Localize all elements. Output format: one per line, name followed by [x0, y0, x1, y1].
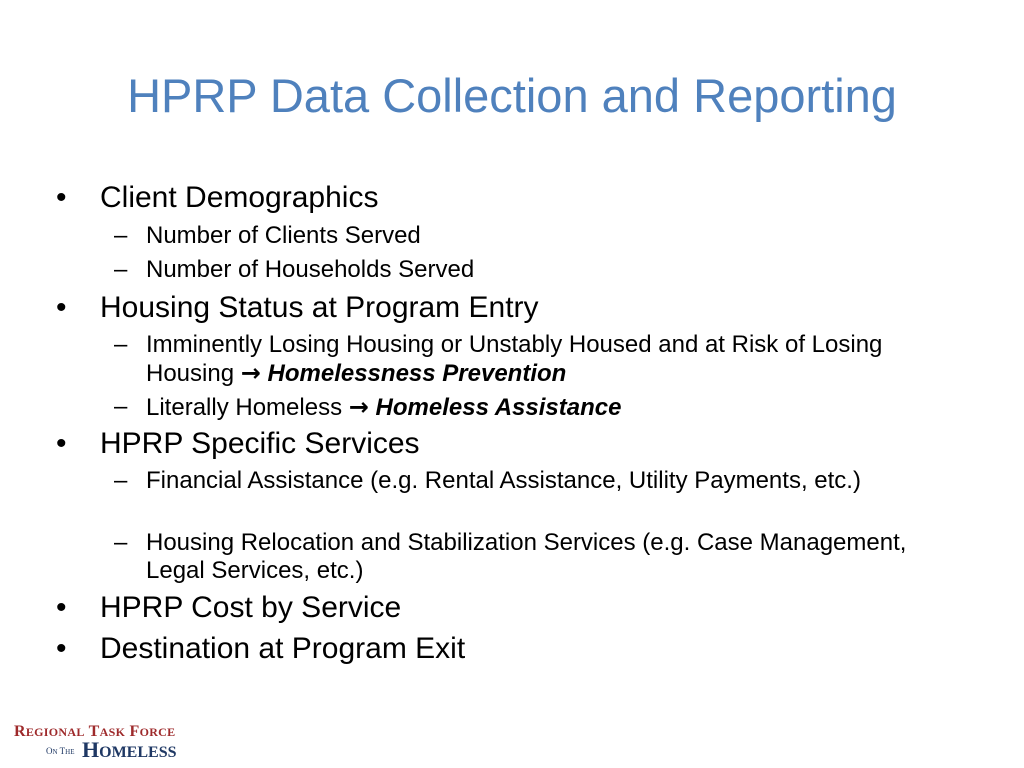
sub-bullet-emphasis: Homelessness Prevention — [267, 360, 567, 387]
sub-bullet-emphasis: Homeless Assistance — [375, 394, 622, 421]
sub-bullet-dash: – — [114, 256, 128, 283]
sub-bullet-item — [114, 393, 946, 422]
slide-title: HPRP Data Collection and Reporting — [127, 69, 897, 122]
right-arrow-icon: → — [240, 359, 261, 387]
bullet-item — [56, 181, 980, 215]
bullet-dot: • — [56, 181, 67, 214]
sub-bullet-text: Number of Households Served — [146, 256, 475, 283]
bullet-text: HPRP Cost by Service — [100, 591, 402, 624]
sub-bullet-item — [114, 331, 946, 388]
sub-bullet-item — [114, 256, 946, 284]
bullet-item — [56, 632, 980, 666]
bullet-item — [56, 291, 980, 325]
bullet-text: Client Demographics — [100, 181, 379, 214]
bullet-dot: • — [56, 427, 67, 460]
sub-bullet-dash: – — [114, 331, 128, 358]
sub-bullet-item — [114, 529, 946, 585]
bullet-text: Destination at Program Exit — [100, 632, 466, 665]
organization-logo — [12, 718, 202, 760]
bullet-dot: • — [56, 632, 67, 665]
sub-bullet-text: Financial Assistance (e.g. Rental Assistance, Utility Payments, etc.) — [146, 467, 861, 494]
sub-bullet-text: Housing Relocation and Stabilization Services (e.g. Case Management, Legal Services, etc.) — [146, 529, 907, 584]
sub-bullet-text: Literally Homeless — [146, 394, 343, 421]
sub-bullet-dash: – — [114, 467, 128, 494]
sub-bullet-dash: – — [114, 222, 128, 249]
sub-bullet-dash: – — [114, 529, 128, 556]
sub-bullet-item — [114, 222, 946, 250]
bullet-dot: • — [56, 291, 67, 324]
sub-bullet-text: Number of Clients Served — [146, 222, 421, 249]
bullet-text: Housing Status at Program Entry — [100, 291, 539, 324]
bullet-dot: • — [56, 591, 67, 624]
logo-graphic — [12, 718, 202, 760]
svg-text:REGIONAL TASK FORCE: REGIONAL TASK FORCE — [14, 723, 176, 740]
bullet-text: HPRP Specific Services — [100, 427, 420, 460]
sub-bullet-item — [114, 467, 946, 495]
right-arrow-icon: → — [348, 393, 369, 421]
sub-bullet-dash: – — [114, 393, 128, 420]
svg-text:ON THE: ON THE — [46, 746, 75, 756]
sub-bullet-text: Imminently Losing Housing or Unstably Housed and at Risk of Losing Housing — [146, 331, 883, 387]
bullet-item — [56, 427, 980, 461]
svg-text:HOMELESS: HOMELESS — [82, 737, 177, 760]
bullet-item — [56, 591, 980, 625]
